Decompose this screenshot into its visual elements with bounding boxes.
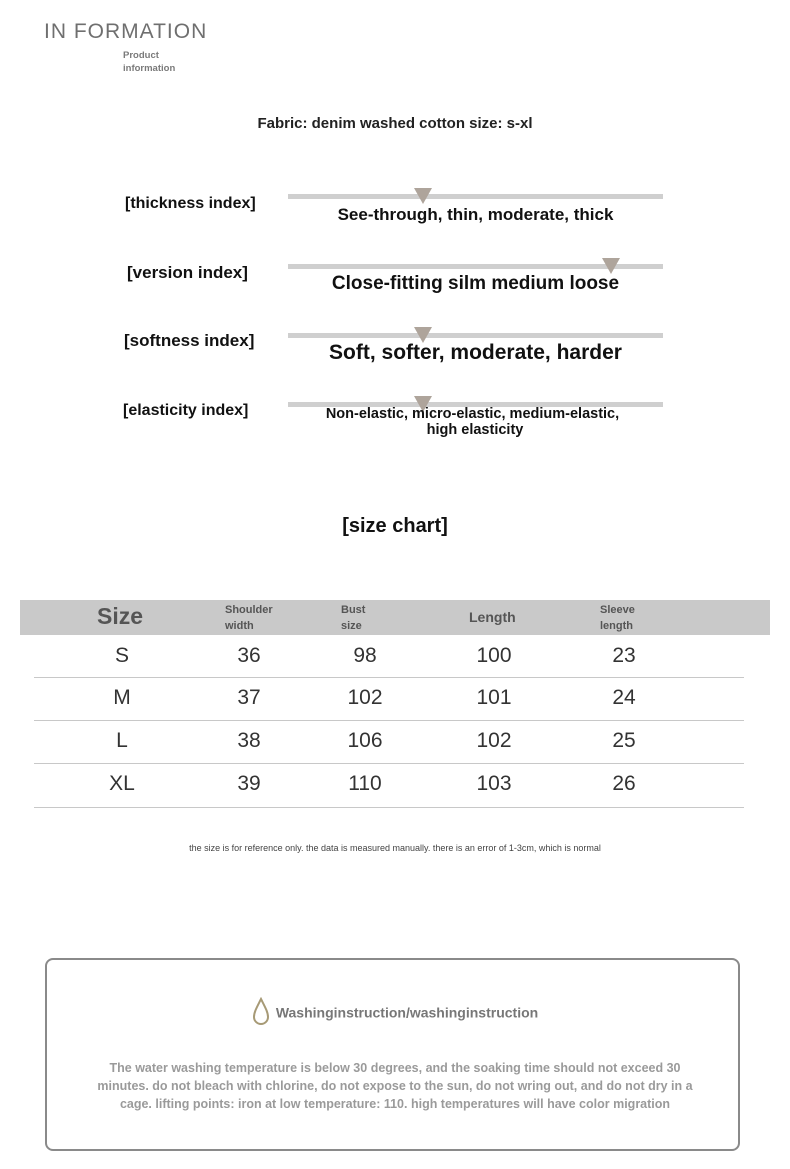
thickness-index-bar (288, 194, 663, 199)
cell-shoulder: 39 (237, 772, 261, 795)
cell-shoulder: 37 (237, 686, 261, 709)
thickness-index-label: [thickness index] (125, 195, 256, 212)
cell-shoulder: 36 (237, 644, 261, 667)
cell-sleeve: 23 (612, 644, 636, 667)
cell-bust: 98 (353, 644, 377, 667)
cell-length: 102 (476, 729, 512, 752)
header-sleeve: Sleeve length (600, 604, 635, 632)
cell-bust: 102 (347, 686, 383, 709)
cell-size: XL (109, 772, 135, 795)
table-row (34, 636, 744, 678)
version-index-marker (602, 258, 620, 274)
elasticity-index-scale (285, 406, 660, 438)
version-index-label: [version index] (127, 263, 248, 282)
thickness-index-marker (414, 188, 432, 204)
cell-sleeve: 25 (612, 729, 636, 752)
fabric-info: Fabric: denim washed cotton size: s-xl (257, 115, 533, 132)
table-row (34, 764, 744, 808)
elasticity-index-label: [elasticity index] (123, 402, 249, 419)
cell-sleeve: 26 (612, 772, 636, 795)
cell-length: 101 (476, 686, 512, 709)
cell-sleeve: 24 (612, 686, 636, 709)
softness-index-scale: Soft, softer, moderate, harder (329, 341, 622, 364)
washing-text: The water washing temperature is below 30 degrees, and the soaking time should not exceed 30 minutes. do not bleach with chlorine, do not expose to the sun, do not wring out, and do not dry in a cage. lifting points: iron at low temperature: 110. high temperatures will have color migration (97, 1061, 693, 1111)
cell-bust: 110 (348, 772, 382, 795)
washing-title-row (0, 997, 790, 1028)
softness-index-label: [softness index] (124, 331, 255, 350)
elasticity-scale-line2: high elasticity (426, 422, 524, 438)
cell-size: M (113, 686, 131, 709)
cell-length: 103 (476, 772, 512, 795)
brand-title: IN FORMATION (44, 20, 208, 43)
cell-size: S (114, 644, 129, 667)
cell-size: L (116, 729, 128, 752)
header-length: Length (469, 609, 516, 625)
header-bust: Bust size (341, 604, 366, 632)
table-row (34, 678, 744, 721)
thickness-index-scale: See-through, thin, moderate, thick (337, 205, 614, 224)
size-note: the size is for reference only. the data is measured manually. there is an error of 1-3cm, which is normal (189, 843, 601, 853)
brand-subtitle: Product information (123, 50, 176, 74)
softness-index-bar (288, 333, 663, 338)
version-index-scale: Close-fitting silm medium loose (331, 273, 620, 294)
header-size: Size (97, 603, 144, 629)
water-drop-icon (252, 997, 270, 1028)
cell-shoulder: 38 (237, 729, 261, 752)
elasticity-scale-line1: Non-elastic, micro-elastic, medium-elastic, (325, 406, 620, 422)
cell-length: 100 (476, 644, 512, 667)
size-chart-title: [size chart] (342, 515, 448, 537)
size-table-header (20, 600, 770, 635)
table-row (34, 721, 744, 764)
cell-bust: 106 (347, 729, 383, 752)
washing-title: Washinginstruction/washinginstruction (275, 1004, 539, 1021)
washing-instruction-box (45, 958, 740, 1151)
header-shoulder: Shoulder width (225, 604, 273, 632)
